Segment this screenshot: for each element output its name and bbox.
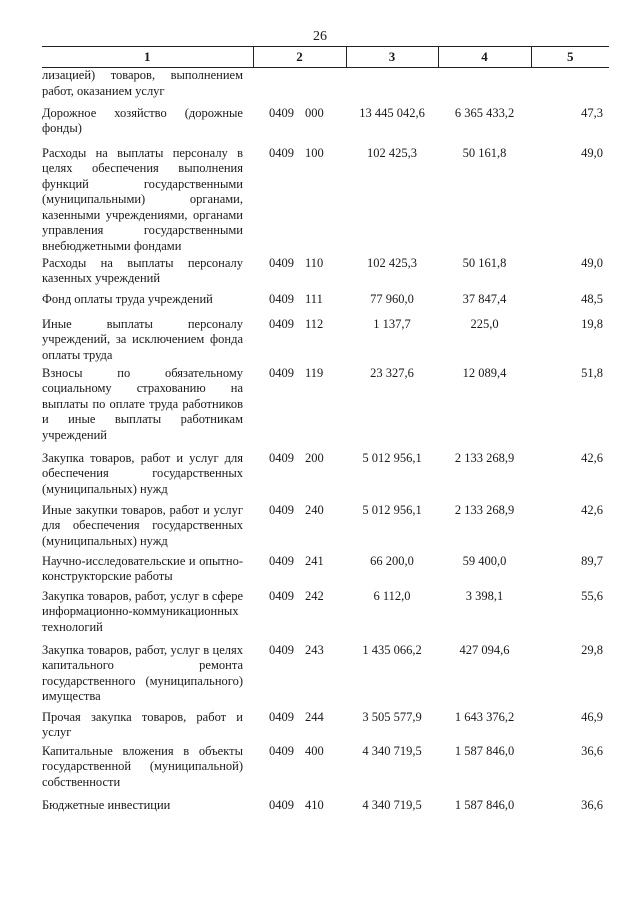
row-name (42, 366, 253, 451)
executed-amount: 427 094,6 (459, 642, 510, 657)
execution-percent: 42,6 (581, 502, 603, 517)
execution-percent: 48,5 (581, 291, 603, 306)
approved-amount: 66 200,0 (370, 553, 414, 568)
row-code (253, 146, 346, 256)
expense-type-code: 100 (305, 145, 324, 160)
execution-percent: 36,6 (581, 797, 603, 812)
table-row (42, 589, 609, 643)
row-code (253, 292, 346, 317)
execution-percent (531, 68, 609, 106)
row-name (42, 292, 253, 317)
execution-percent: 55,6 (581, 588, 603, 603)
approved-amount: 102 425,3 (367, 255, 417, 270)
approved-amount (346, 68, 438, 106)
executed-amount: 50 161,8 (462, 145, 507, 160)
table-row (42, 554, 609, 589)
row-name-text: Иные выплаты персоналу учреждений, за исключением фонда оплаты труда (42, 316, 243, 362)
execution-percent: 46,9 (581, 709, 603, 724)
row-code (253, 451, 346, 503)
section-code: 0409 (269, 588, 294, 603)
section-code: 0409 (269, 316, 294, 331)
row-name (42, 106, 253, 146)
execution-percent: 42,6 (581, 450, 603, 465)
page-number: 26 (313, 29, 327, 44)
row-name (42, 643, 253, 710)
row-name (42, 68, 253, 106)
approved-amount: 4 340 719,5 (362, 797, 422, 812)
approved-amount: 5 012 956,1 (362, 450, 422, 465)
section-code: 0409 (269, 291, 294, 306)
executed-amount: 225,0 (470, 316, 499, 331)
table-row (42, 451, 609, 503)
table-row (42, 256, 609, 292)
execution-percent: 89,7 (581, 553, 603, 568)
row-name-text: Фонд оплаты труда учреждений (42, 291, 213, 306)
row-code (253, 68, 346, 106)
row-name (42, 146, 253, 256)
header-row (42, 47, 609, 68)
execution-percent: 19,8 (581, 316, 603, 331)
expense-type-code: 242 (305, 588, 324, 603)
section-code: 0409 (269, 365, 294, 380)
approved-amount: 102 425,3 (367, 145, 417, 160)
row-name-text: Закупка товаров, работ и услуг для обеспечения государственных (муниципальных) нужд (42, 450, 243, 496)
table-row (42, 146, 609, 256)
expense-type-code: 400 (305, 743, 324, 758)
row-name (42, 744, 253, 798)
expense-type-code: 110 (305, 255, 324, 270)
executed-amount: 1 643 376,2 (454, 709, 515, 724)
execution-percent: 49,0 (581, 255, 603, 270)
row-code (253, 643, 346, 710)
row-name (42, 256, 253, 292)
section-code: 0409 (269, 642, 294, 657)
table-row (42, 106, 609, 146)
row-name-text: Дорожное хозяйство (дорожные фонды) (42, 105, 243, 135)
row-code (253, 317, 346, 366)
table-row (42, 317, 609, 366)
section-code: 0409 (269, 255, 294, 270)
approved-amount: 1 137,7 (373, 316, 411, 331)
expense-type-code: 243 (305, 642, 324, 657)
row-name-text: Иные закупки товаров, работ и услуг для обеспечения государственных (муниципальных) нужд (42, 502, 243, 548)
expense-type-code: 200 (305, 450, 324, 465)
row-name (42, 554, 253, 589)
row-name (42, 589, 253, 643)
section-code: 0409 (269, 105, 294, 120)
row-code (253, 256, 346, 292)
row-name-text: Капитальные вложения в объекты государственной (муниципальной) собственности (42, 743, 243, 789)
executed-amount: 12 089,4 (462, 365, 507, 380)
row-name-text: Научно-исследовательские и опытно-конструкторские работы (42, 553, 243, 583)
executed-amount: 2 133 268,9 (454, 450, 515, 465)
row-name-text: лизацией) товаров, выполнением работ, оказанием услуг (42, 68, 243, 98)
row-name (42, 451, 253, 503)
expense-type-code: 240 (305, 502, 324, 517)
section-code: 0409 (269, 797, 294, 812)
executed-amount: 50 161,8 (462, 255, 507, 270)
row-name (42, 317, 253, 366)
approved-amount: 23 327,6 (370, 365, 414, 380)
approved-amount: 77 960,0 (370, 291, 414, 306)
row-code (253, 503, 346, 554)
table-row (42, 503, 609, 554)
section-code: 0409 (269, 450, 294, 465)
execution-percent: 49,0 (581, 145, 603, 160)
row-code (253, 798, 346, 828)
row-name-text: Взносы по обязательному социальному страхованию на выплаты по оплате труда работников и иные выплаты работникам учреждений (42, 365, 243, 442)
approved-amount: 1 435 066,2 (362, 642, 422, 657)
column-header-5: 5 (531, 47, 609, 68)
table-row (42, 744, 609, 798)
row-name-text: Расходы на выплаты персоналу в целях обеспечения выполнения функций государственными (муниципальными) органами, казенными учреждениями, органами управления государственными внебюджетными фондами (42, 145, 243, 253)
table-row (42, 798, 609, 828)
row-code (253, 589, 346, 643)
column-header-2: 2 (253, 47, 346, 68)
column-header-4: 4 (438, 47, 531, 68)
expense-type-code: 241 (305, 553, 324, 568)
row-code (253, 106, 346, 146)
approved-amount: 13 445 042,6 (359, 105, 425, 120)
section-code: 0409 (269, 502, 294, 517)
row-code (253, 554, 346, 589)
expense-type-code: 119 (305, 365, 324, 380)
executed-amount: 3 398,1 (465, 588, 504, 603)
row-name (42, 710, 253, 744)
row-name-text: Закупка товаров, работ, услуг в сфере информационно-коммуникационных технологий (42, 588, 243, 634)
column-header-3: 3 (346, 47, 438, 68)
section-code: 0409 (269, 709, 294, 724)
table-row (42, 292, 609, 317)
row-name-text: Прочая закупка товаров, работ и услуг (42, 709, 243, 739)
execution-percent: 47,3 (581, 105, 603, 120)
row-name-text: Закупка товаров, работ, услуг в целях капитального ремонта государственного (муниципального) имущества (42, 642, 243, 703)
expense-type-code: 244 (305, 709, 324, 724)
section-code: 0409 (269, 553, 294, 568)
approved-amount: 3 505 577,9 (362, 709, 422, 724)
row-name (42, 503, 253, 554)
executed-amount (438, 68, 531, 106)
expense-type-code: 000 (305, 105, 324, 120)
expense-type-code: 111 (305, 291, 323, 306)
row-name-text: Расходы на выплаты персоналу казенных учреждений (42, 255, 243, 285)
row-name (42, 798, 253, 828)
executed-amount: 2 133 268,9 (454, 502, 515, 517)
executed-amount: 59 400,0 (462, 553, 507, 568)
row-code (253, 366, 346, 451)
execution-percent: 29,8 (581, 642, 603, 657)
row-name-text: Бюджетные инвестиции (42, 797, 171, 812)
executed-amount: 1 587 846,0 (454, 797, 515, 812)
execution-percent: 36,6 (581, 743, 603, 758)
executed-amount: 1 587 846,0 (454, 743, 515, 758)
table-row (42, 710, 609, 744)
executed-amount: 37 847,4 (462, 291, 507, 306)
section-code: 0409 (269, 743, 294, 758)
row-code (253, 710, 346, 744)
approved-amount: 6 112,0 (373, 588, 411, 603)
approved-amount: 4 340 719,5 (362, 743, 422, 758)
expense-type-code: 410 (305, 797, 324, 812)
budget-table (42, 46, 609, 828)
table-row (42, 366, 609, 451)
approved-amount: 5 012 956,1 (362, 502, 422, 517)
execution-percent: 51,8 (581, 365, 603, 380)
row-code (253, 744, 346, 798)
table-row (42, 643, 609, 710)
section-code: 0409 (269, 145, 294, 160)
expense-type-code: 112 (305, 316, 324, 331)
column-header-1: 1 (42, 47, 253, 68)
table-row (42, 68, 609, 106)
executed-amount: 6 365 433,2 (454, 105, 515, 120)
